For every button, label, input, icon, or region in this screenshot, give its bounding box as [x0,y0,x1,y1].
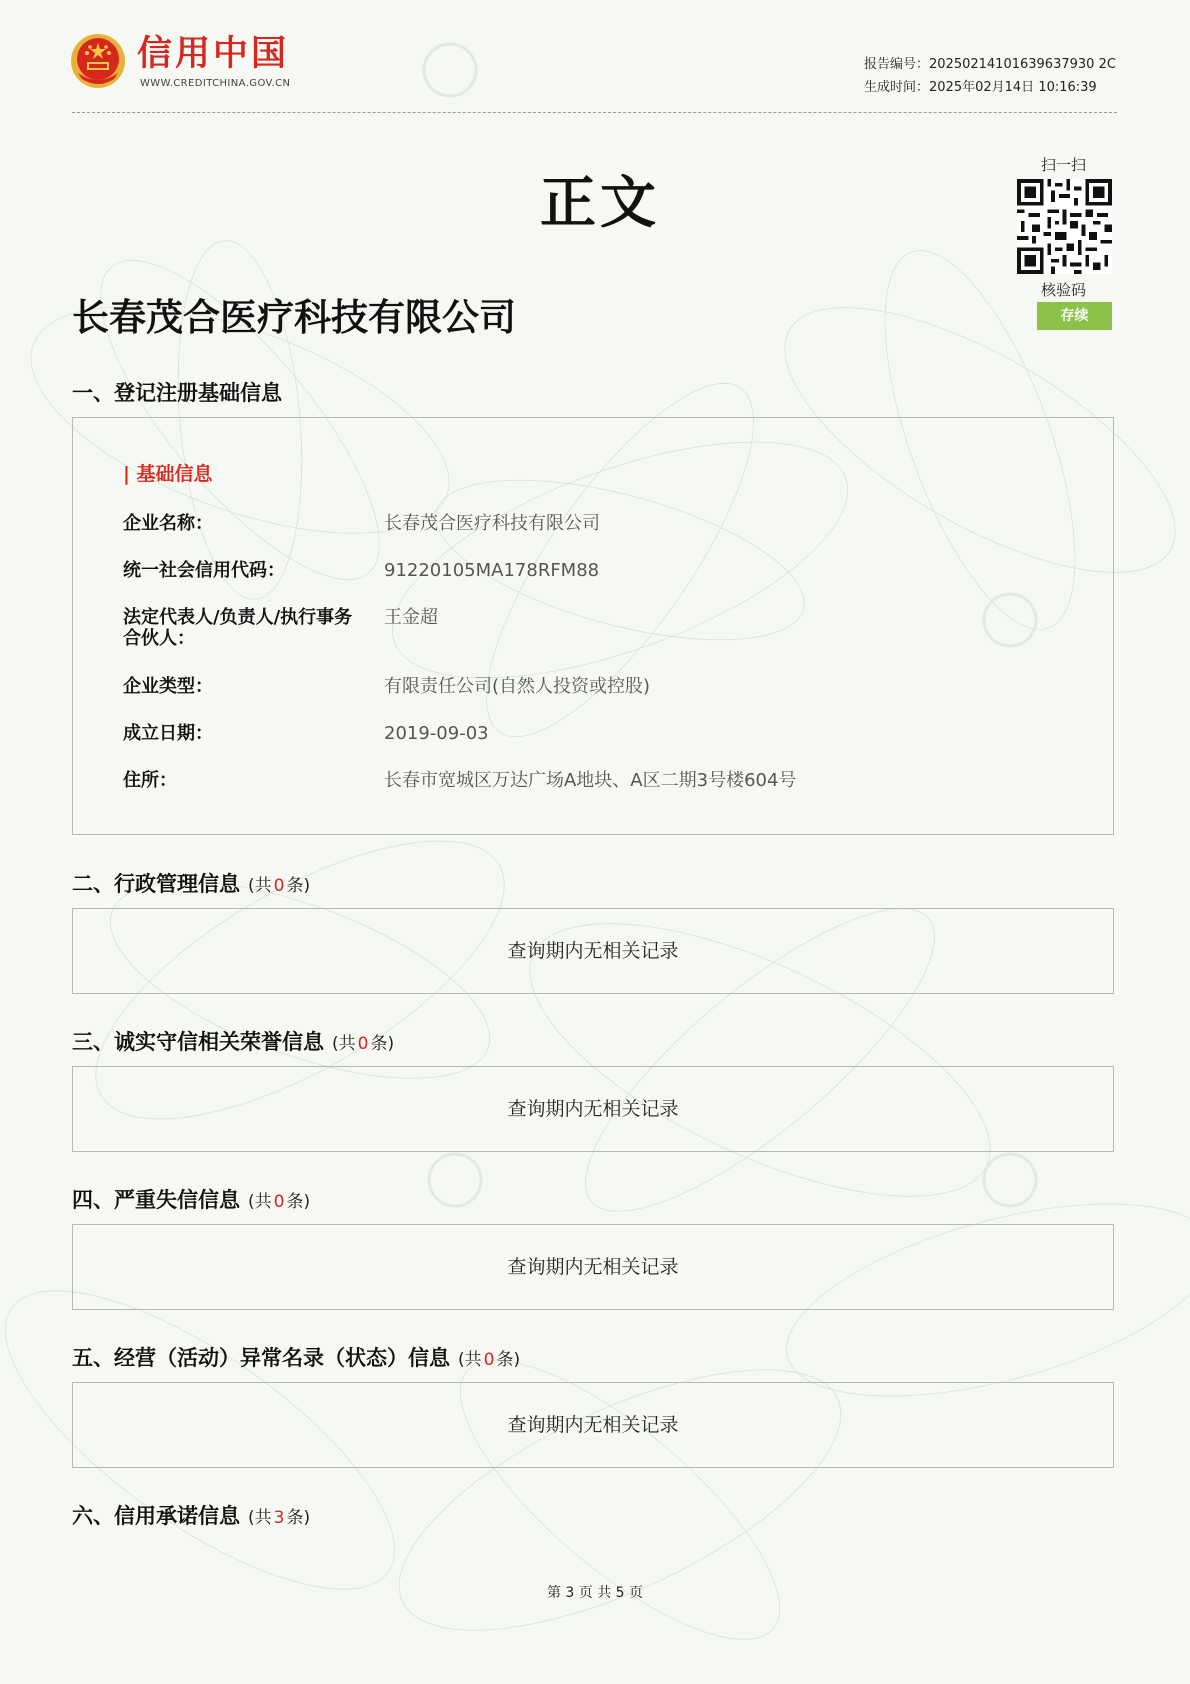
section-5-heading [72,1345,520,1373]
generated-time-label: 生成时间： [864,80,930,95]
qr-code-icon[interactable] [1017,179,1112,274]
basic-info-heading: | 基础信息 [123,463,213,485]
brand-title: 信用中国 [137,34,290,74]
count-suffix: 条) [370,1034,395,1054]
qr-verify-label: 核验码 [1041,281,1087,299]
count-prefix: (共 [248,876,272,896]
count-suffix: 条) [286,876,311,896]
count-number: 0 [273,876,285,896]
section-6-heading [72,1503,310,1531]
report-number-label: 报告编号： [864,57,930,72]
count-prefix: (共 [332,1034,356,1054]
count-number: 0 [357,1034,369,1054]
basic-info-box [72,417,1114,835]
field-value-company-name: 长春茂合医疗科技有限公司 [384,513,600,534]
field-label-founded-date: 成立日期： [123,723,213,744]
section-1-title: 一、登记注册基础信息 [72,381,282,405]
count-suffix: 条) [496,1350,521,1370]
section-3-heading [72,1029,394,1057]
section-5-box [72,1382,1114,1468]
section-3-title: 三、诚实守信相关荣誉信息 [72,1030,324,1054]
count-number: 0 [483,1350,495,1370]
section-3-empty-text: 查询期内无相关记录 [507,1098,679,1120]
count-number: 0 [273,1192,285,1212]
section-3-count [332,1034,394,1054]
section-4-empty-text: 查询期内无相关记录 [507,1256,679,1278]
section-5-count [458,1350,520,1370]
count-suffix: 条) [286,1508,311,1528]
field-label-company-type: 企业类型： [123,676,213,697]
field-value-legal-rep: 王金超 [384,607,438,628]
section-2-title: 二、行政管理信息 [72,872,240,896]
header-divider [72,112,1117,113]
section-6-count [248,1508,310,1528]
count-number: 3 [273,1508,285,1528]
report-number: 20250214101639637930 2C [929,57,1116,72]
field-value-founded-date: 2019-09-03 [384,723,489,744]
section-4-heading [72,1187,310,1215]
page-number: 第 3 页 共 5 页 [546,1585,644,1601]
section-6-title: 六、信用承诺信息 [72,1504,240,1528]
report-meta [864,53,1116,99]
section-2-heading [72,871,310,899]
section-5-title: 五、经营（活动）异常名录（状态）信息 [72,1346,450,1370]
count-prefix: (共 [248,1508,272,1528]
section-2-count [248,876,310,896]
generated-time-line [864,76,1116,99]
field-label-company-name: 企业名称： [123,513,213,534]
section-1-heading [72,380,282,406]
section-4-count [248,1192,310,1212]
count-prefix: (共 [248,1192,272,1212]
brand-url: WWW.CREDITCHINA.GOV.CN [140,78,291,89]
national-emblem-icon [70,33,126,89]
company-name: 长春茂合医疗科技有限公司 [72,296,516,339]
field-value-address: 长春市宽城区万达广场A地块、A区二期3号楼604号 [384,770,797,791]
field-label-credit-code: 统一社会信用代码： [123,560,285,581]
field-value-credit-code: 91220105MA178RFM88 [384,560,600,581]
status-badge: 存续 [1037,302,1112,330]
report-number-line [864,53,1116,76]
section-2-box [72,908,1114,994]
count-suffix: 条) [286,1192,311,1212]
section-4-title: 四、严重失信信息 [72,1188,240,1212]
section-2-empty-text: 查询期内无相关记录 [507,940,679,962]
section-4-box [72,1224,1114,1310]
section-3-box [72,1066,1114,1152]
section-5-empty-text: 查询期内无相关记录 [507,1414,679,1436]
qr-scan-label: 扫一扫 [1041,156,1087,174]
field-label-address: 住所： [123,770,177,791]
field-label-legal-rep: 法定代表人/负责人/执行事务合伙人： [123,607,353,649]
count-prefix: (共 [458,1350,482,1370]
document-title: 正文 [540,171,660,236]
generated-time: 2025年02月14日 10:16:39 [929,80,1097,95]
field-value-company-type: 有限责任公司(自然人投资或控股) [384,676,651,697]
